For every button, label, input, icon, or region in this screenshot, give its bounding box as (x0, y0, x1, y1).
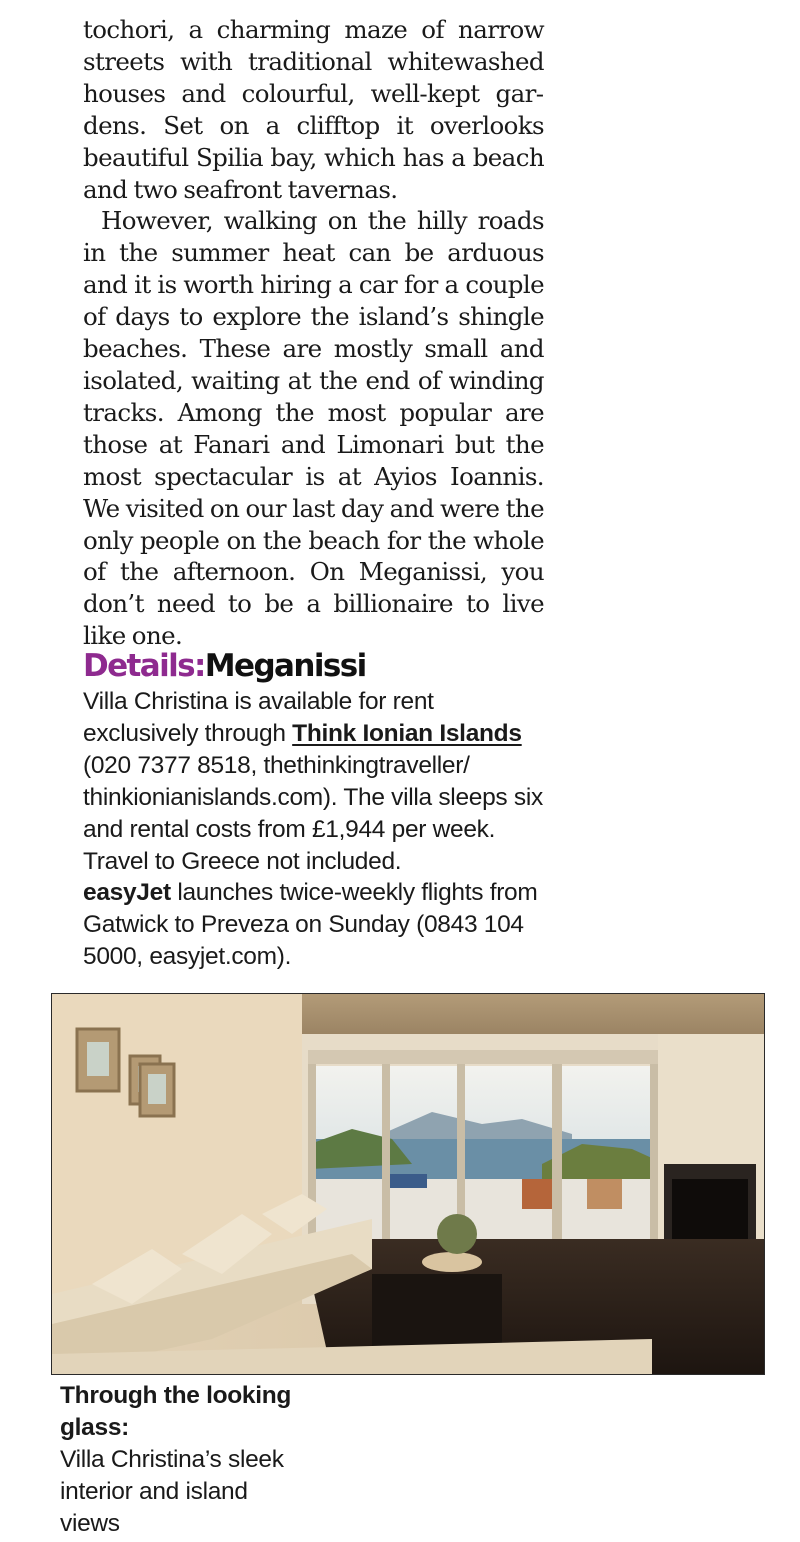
window-frame (382, 1050, 390, 1240)
window-frame (650, 1050, 658, 1240)
window-frame (308, 1050, 658, 1064)
villa-interior-photo (51, 993, 765, 1375)
wall-frame-picture (87, 1042, 109, 1076)
details-text-segment: Villa Christina is available for rent exclusively through (83, 688, 434, 747)
terrace-chair (522, 1179, 552, 1209)
agency-link[interactable]: Think Ionian Islands (292, 719, 522, 747)
article-paragraph: tochori, a charming maze of narrow streets with traditional whitewashed houses and colourful, well-kept gardens. Set on a clifftop it overlooks beautiful Spilia bay, which has a beach and two seafront tavernas. (83, 15, 544, 204)
plant (437, 1214, 477, 1254)
window-frame (552, 1050, 562, 1240)
fireplace-opening (672, 1179, 748, 1239)
fruit-bowl (422, 1252, 482, 1272)
details-label: Details: (83, 648, 205, 684)
details-text-segment: (020 7377 8518, thethinkingtraveller/ thinkionianislands.com). The villa sleeps six and rental costs from £1,944 per week. Travel to Greece not included. (83, 751, 543, 875)
coffee-table (372, 1274, 502, 1349)
details-text (83, 686, 553, 973)
article-body (83, 14, 544, 652)
details-text-segment: launches twice-weekly flights from Gatwick to Preveza on Sunday (0843 104 5000, easyjet.com). (83, 879, 538, 971)
article-paragraph: However, walking on the hilly roads in the summer heat can be arduous and it is worth hiring a car for a couple of days to explore the island’s shingle beaches. These are mostly small and isolated, waiting at the end of winding tracks. Among the most popular are those at Fanari and Limonari but the most spectacular is at Ayios Ioannis. We visited on our last day and were the only people on the beach for the whole of the afternoon. On Meganissi, you don’t need to be a billionaire to live like one. (83, 206, 544, 651)
window-frame (457, 1050, 465, 1240)
caption-title: Through the looking glass: (60, 1382, 292, 1441)
caption-text: Villa Christina’s sleek interior and island views (60, 1446, 284, 1537)
details-heading (83, 648, 553, 684)
wall-frame-picture (148, 1074, 166, 1104)
villa-interior-illustration (52, 994, 764, 1374)
photo-caption (60, 1380, 300, 1540)
airline-name: easyJet (83, 879, 171, 907)
details-place: Meganissi (204, 648, 366, 684)
terrace-chair (587, 1179, 622, 1209)
details-box (83, 648, 553, 973)
terrace-cushion (387, 1174, 427, 1188)
